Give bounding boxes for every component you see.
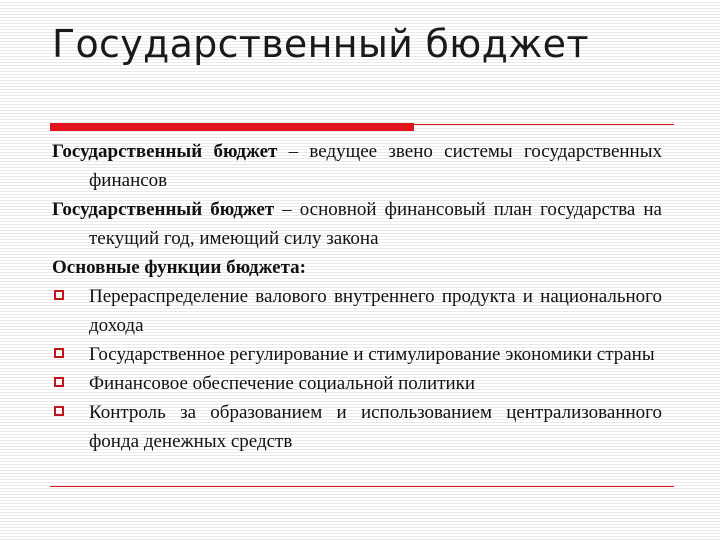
square-bullet-icon [54,377,64,387]
square-bullet-icon [54,290,64,300]
functions-heading: Основные функции бюджета: [52,257,306,278]
square-bullet-icon [54,406,64,416]
square-bullet-icon [54,348,64,358]
bullet-item-text: Перераспределение валового внутреннего продукта и национального дохода [89,286,662,336]
definition-1-term: Государственный бюджет [52,141,278,162]
definition-2-text: – основной финансовый план государства на текущий год, имеющий силу закона [89,199,662,249]
slide-body [52,137,662,456]
bullet-item-text: Контроль за образованием и использованием централизованного фонда денежных средств [89,402,662,452]
bullet-item [52,369,662,398]
title-underline-thin [50,124,674,125]
bullet-item-text: Государственное регулирование и стимулирование экономики страны [89,344,655,365]
bullet-item-text: Финансовое обеспечение социальной политики [89,373,476,394]
definition-1 [52,137,662,195]
bullet-item [52,282,662,340]
definition-2 [52,195,662,253]
slide-title: Государственный бюджет [52,22,589,66]
definition-1-text: – ведущее звено системы государственных финансов [89,141,662,191]
bullet-item [52,340,662,369]
bottom-divider [50,486,674,487]
bullet-item [52,398,662,456]
definition-2-term: Государственный бюджет [52,199,275,220]
